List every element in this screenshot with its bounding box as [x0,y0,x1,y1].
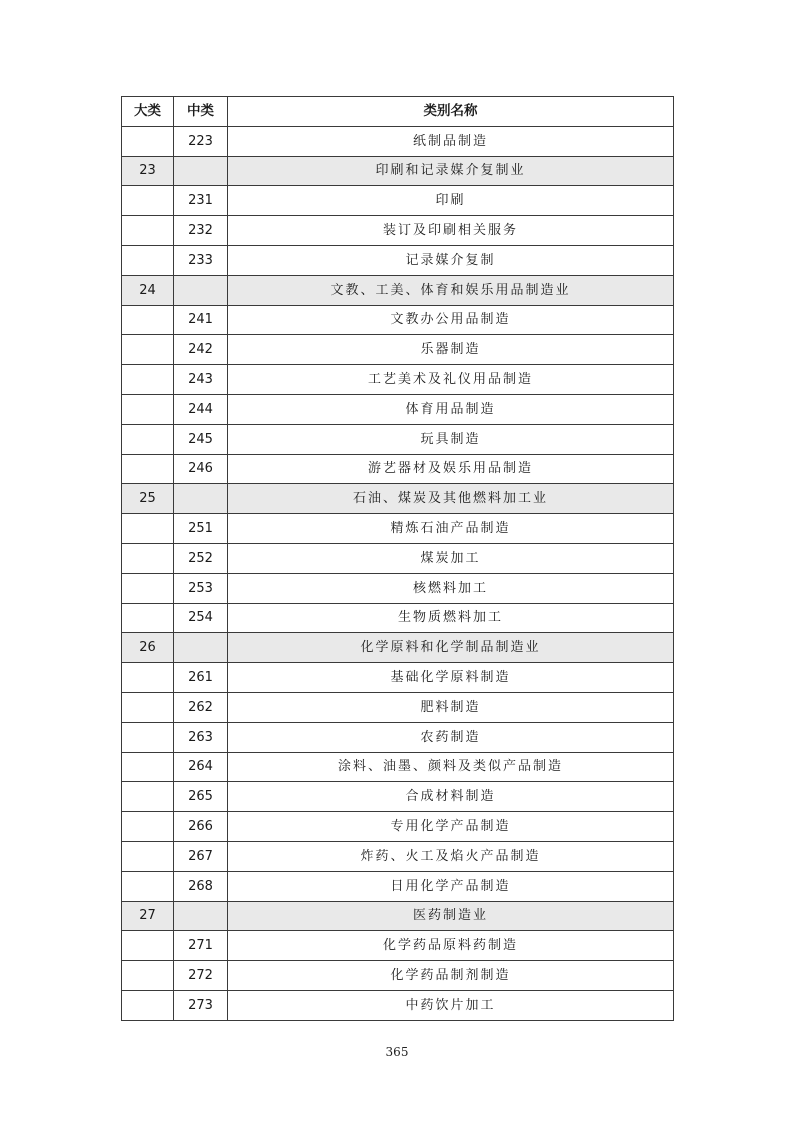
table-row-major-category [122,633,674,663]
table-row [122,394,674,424]
cell-major-code [122,573,174,603]
table-row [122,722,674,752]
cell-major-code [122,663,174,693]
cell-category-name: 肥料制造 [228,692,674,722]
cell-category-name: 文教、工美、体育和娱乐用品制造业 [228,275,674,305]
table-row [122,216,674,246]
cell-category-name: 工艺美术及礼仪用品制造 [228,365,674,395]
cell-mid-code [174,901,228,931]
cell-mid-code: 243 [174,365,228,395]
cell-mid-code: 251 [174,514,228,544]
table-row [122,245,674,275]
table-row [122,573,674,603]
cell-mid-code [174,484,228,514]
cell-mid-code: 232 [174,216,228,246]
cell-category-name: 煤炭加工 [228,543,674,573]
cell-mid-code [174,633,228,663]
cell-category-name: 基础化学原料制造 [228,663,674,693]
table-row [122,692,674,722]
cell-mid-code: 253 [174,573,228,603]
cell-major-code: 26 [122,633,174,663]
header-category-name: 类别名称 [228,97,674,127]
cell-mid-code: 252 [174,543,228,573]
cell-mid-code: 254 [174,603,228,633]
cell-category-name: 生物质燃料加工 [228,603,674,633]
cell-major-code: 25 [122,484,174,514]
table-row [122,126,674,156]
cell-major-code [122,424,174,454]
table-row [122,931,674,961]
cell-mid-code: 245 [174,424,228,454]
cell-major-code [122,186,174,216]
cell-major-code [122,335,174,365]
cell-category-name: 乐器制造 [228,335,674,365]
table-row [122,603,674,633]
cell-major-code [122,782,174,812]
cell-mid-code: 233 [174,245,228,275]
cell-major-code: 27 [122,901,174,931]
table-row-major-category [122,484,674,514]
cell-category-name: 体育用品制造 [228,394,674,424]
cell-major-code [122,514,174,544]
cell-category-name: 农药制造 [228,722,674,752]
cell-mid-code: 273 [174,990,228,1020]
cell-major-code [122,722,174,752]
cell-mid-code: 244 [174,394,228,424]
table-body [122,126,674,1020]
cell-major-code [122,990,174,1020]
table-row [122,663,674,693]
cell-mid-code: 266 [174,812,228,842]
table-row [122,335,674,365]
cell-category-name: 专用化学产品制造 [228,812,674,842]
table-row [122,841,674,871]
cell-mid-code: 262 [174,692,228,722]
table-row [122,365,674,395]
cell-major-code [122,126,174,156]
cell-category-name: 精炼石油产品制造 [228,514,674,544]
table-row-major-category [122,156,674,186]
table-row [122,186,674,216]
cell-major-code [122,543,174,573]
cell-category-name: 日用化学产品制造 [228,871,674,901]
cell-category-name: 化学药品原料药制造 [228,931,674,961]
cell-major-code [122,454,174,484]
table-row [122,871,674,901]
cell-category-name: 纸制品制造 [228,126,674,156]
cell-major-code [122,245,174,275]
cell-category-name: 涂料、油墨、颜料及类似产品制造 [228,752,674,782]
cell-major-code [122,752,174,782]
cell-major-code [122,603,174,633]
cell-mid-code [174,156,228,186]
header-major-category: 大类 [122,97,174,127]
cell-major-code [122,812,174,842]
cell-mid-code: 241 [174,305,228,335]
cell-mid-code: 261 [174,663,228,693]
cell-mid-code: 264 [174,752,228,782]
table-row-major-category [122,275,674,305]
cell-category-name: 合成材料制造 [228,782,674,812]
cell-category-name: 化学原料和化学制品制造业 [228,633,674,663]
table-row [122,305,674,335]
cell-mid-code: 268 [174,871,228,901]
cell-mid-code: 223 [174,126,228,156]
cell-category-name: 化学药品制剂制造 [228,961,674,991]
cell-major-code [122,841,174,871]
page-number: 365 [385,1045,409,1059]
cell-category-name: 炸药、火工及焰火产品制造 [228,841,674,871]
cell-major-code [122,365,174,395]
cell-mid-code: 265 [174,782,228,812]
cell-mid-code: 242 [174,335,228,365]
table-row [122,782,674,812]
cell-category-name: 石油、煤炭及其他燃料加工业 [228,484,674,514]
cell-major-code [122,394,174,424]
cell-category-name: 印刷和记录媒介复制业 [228,156,674,186]
cell-category-name: 医药制造业 [228,901,674,931]
table-row [122,543,674,573]
cell-major-code [122,305,174,335]
cell-category-name: 装订及印刷相关服务 [228,216,674,246]
cell-major-code [122,692,174,722]
cell-mid-code: 271 [174,931,228,961]
cell-major-code [122,871,174,901]
cell-category-name: 文教办公用品制造 [228,305,674,335]
cell-mid-code: 267 [174,841,228,871]
table-row [122,514,674,544]
table-row [122,812,674,842]
table-row [122,424,674,454]
cell-mid-code [174,275,228,305]
cell-category-name: 中药饮片加工 [228,990,674,1020]
cell-major-code: 23 [122,156,174,186]
cell-mid-code: 231 [174,186,228,216]
cell-major-code [122,931,174,961]
table-row [122,990,674,1020]
cell-category-name: 游艺器材及娱乐用品制造 [228,454,674,484]
cell-major-code [122,961,174,991]
table-row [122,961,674,991]
cell-category-name: 核燃料加工 [228,573,674,603]
header-mid-category: 中类 [174,97,228,127]
table-header-row [122,97,674,127]
cell-mid-code: 263 [174,722,228,752]
cell-category-name: 玩具制造 [228,424,674,454]
cell-mid-code: 272 [174,961,228,991]
table-row-major-category [122,901,674,931]
cell-category-name: 印刷 [228,186,674,216]
cell-major-code: 24 [122,275,174,305]
classification-table [121,96,674,1021]
table-row [122,752,674,782]
table-row [122,454,674,484]
cell-category-name: 记录媒介复制 [228,245,674,275]
cell-mid-code: 246 [174,454,228,484]
cell-major-code [122,216,174,246]
